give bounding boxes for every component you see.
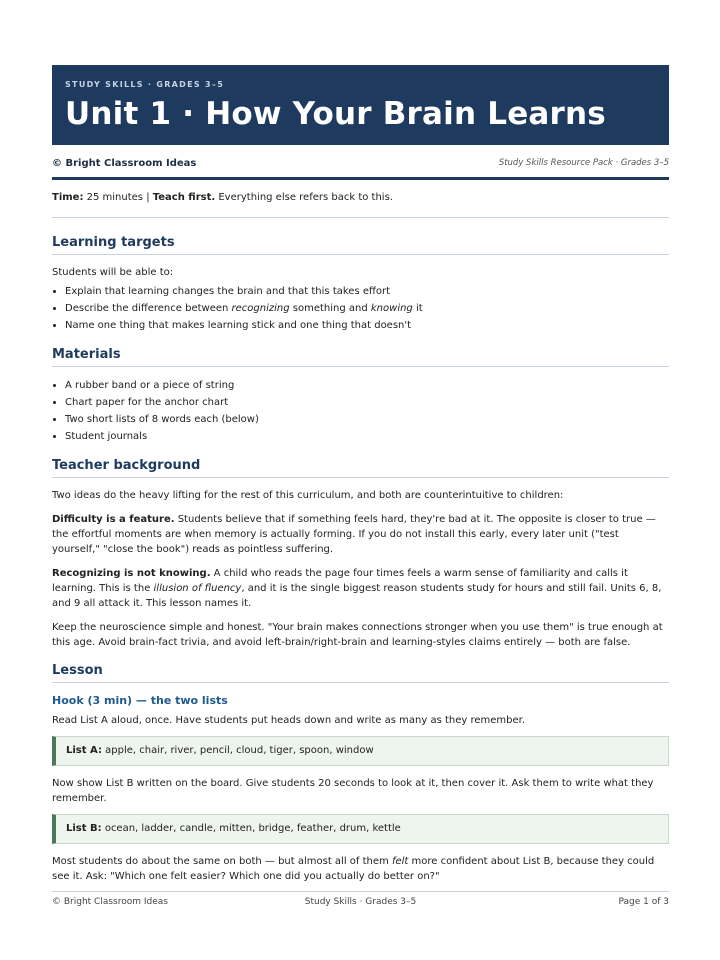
content bbox=[52, 190, 669, 896]
paragraph-lead: Recognizing is not knowing. bbox=[52, 568, 211, 579]
meta-line bbox=[52, 157, 669, 180]
list-item: • Chart paper for the anchor chart bbox=[65, 394, 669, 411]
targets-list bbox=[52, 283, 669, 334]
learning-targets-section bbox=[52, 234, 669, 334]
text-run: A child who reads the page four times feels a warm sense of familiarity and calls it learning. This is the bbox=[52, 568, 628, 594]
materials-section bbox=[52, 346, 669, 445]
banner-kicker: STUDY SKILLS · GRADES 3–5 bbox=[65, 80, 225, 89]
list-item: • Name one thing that makes learning stick and one thing that doesn't bbox=[65, 317, 669, 334]
time-value: 25 minutes | bbox=[83, 192, 153, 203]
footer-left: © Bright Classroom Ideas bbox=[52, 897, 168, 907]
text-run: knowing bbox=[370, 303, 413, 314]
text-run: Most students do about the same on both — but almost all of them bbox=[52, 856, 392, 867]
page-number: Page 1 of 3 bbox=[618, 897, 669, 907]
list-item: • A rubber band or a piece of string bbox=[65, 377, 669, 394]
page-title: Unit 1 · How Your Brain Learns bbox=[65, 96, 606, 132]
list-item: • Two short lists of 8 words each (below) bbox=[65, 411, 669, 428]
hook-discussion bbox=[52, 854, 669, 884]
list-item bbox=[65, 300, 669, 317]
materials-heading: Materials bbox=[52, 346, 669, 367]
time-line bbox=[52, 190, 669, 218]
footer-center: Study Skills · Grades 3–5 bbox=[304, 897, 417, 907]
neuroscience-paragraph: Keep the neuroscience simple and honest. "Your brain makes connections stronger when you use them" is true enough at this age. Avoid brain-fact trivia, and avoid left-brain/right-brain and learning-styles claims entirely — both are false. bbox=[52, 622, 663, 648]
paragraph-lead: Difficulty is a feature. bbox=[52, 514, 175, 525]
page-footer bbox=[52, 891, 669, 910]
hook-instructions: Read List A aloud, once. Have students put heads down and write as many as they remember. bbox=[52, 715, 526, 726]
list-b-callout bbox=[52, 814, 669, 844]
text-run: , and it is the single biggest reason students study for hours and still fail. Units 6, 8, and 9 all attack it. This lesson names it. bbox=[52, 583, 662, 609]
lesson-section bbox=[52, 662, 669, 884]
background-intro: Two ideas do the heavy lifting for the rest of this curriculum, and both are counterintuitive to children: bbox=[52, 490, 564, 501]
brand-label: © Bright Classroom Ideas bbox=[52, 158, 197, 169]
callout-text: apple, chair, river, pencil, cloud, tiger, spoon, window bbox=[101, 745, 374, 756]
teacher-background-heading: Teacher background bbox=[52, 457, 669, 478]
learning-targets-heading: Learning targets bbox=[52, 234, 669, 255]
targets-intro: Students will be able to: bbox=[52, 267, 174, 278]
text-run: illusion of fluency bbox=[153, 583, 242, 594]
callout-label: List B: bbox=[66, 823, 102, 834]
hook-list-b-instructions: Now show List B written on the board. Give students 20 seconds to look at it, then cover it. Ask them to write what they remember. bbox=[52, 778, 654, 804]
recognizing-paragraph bbox=[52, 566, 669, 611]
text-run: felt bbox=[391, 856, 409, 867]
list-item: • Explain that learning changes the brain and that this takes effort bbox=[65, 283, 669, 300]
text-run: Describe the difference between bbox=[65, 303, 232, 314]
time-label: Time: bbox=[52, 192, 84, 203]
callout-text: ocean, ladder, candle, mitten, bridge, feather, drum, kettle bbox=[101, 823, 401, 834]
teacher-background-section bbox=[52, 457, 669, 650]
difficulty-paragraph bbox=[52, 512, 669, 557]
lesson-heading: Lesson bbox=[52, 662, 669, 683]
materials-list bbox=[52, 377, 669, 445]
list-a-callout bbox=[52, 736, 669, 766]
teach-value: Everything else refers back to this. bbox=[215, 192, 393, 203]
hook-heading: Hook (3 min) — the two lists bbox=[52, 694, 228, 707]
title-banner bbox=[52, 65, 669, 145]
text-run: recognizing bbox=[231, 303, 290, 314]
text-run: more confident about List B, because they could see it. Ask: "Which one felt easier? Which one did you actually do better on?" bbox=[52, 856, 655, 882]
text-run: Students believe that if something feels hard, they're bad at it. The opposite is closer to true — the effortful moments are when memory is actually forming. If you do not install this early, every later unit ("test yourself," "close the book") reads as pointless suffering. bbox=[52, 514, 656, 555]
list-item: • Student journals bbox=[65, 428, 669, 445]
callout-label: List A: bbox=[66, 745, 102, 756]
text-run: it bbox=[412, 303, 423, 314]
pack-label: Study Skills Resource Pack · Grades 3–5 bbox=[498, 158, 669, 168]
text-run: something and bbox=[289, 303, 371, 314]
teach-label: Teach first. bbox=[152, 192, 216, 203]
